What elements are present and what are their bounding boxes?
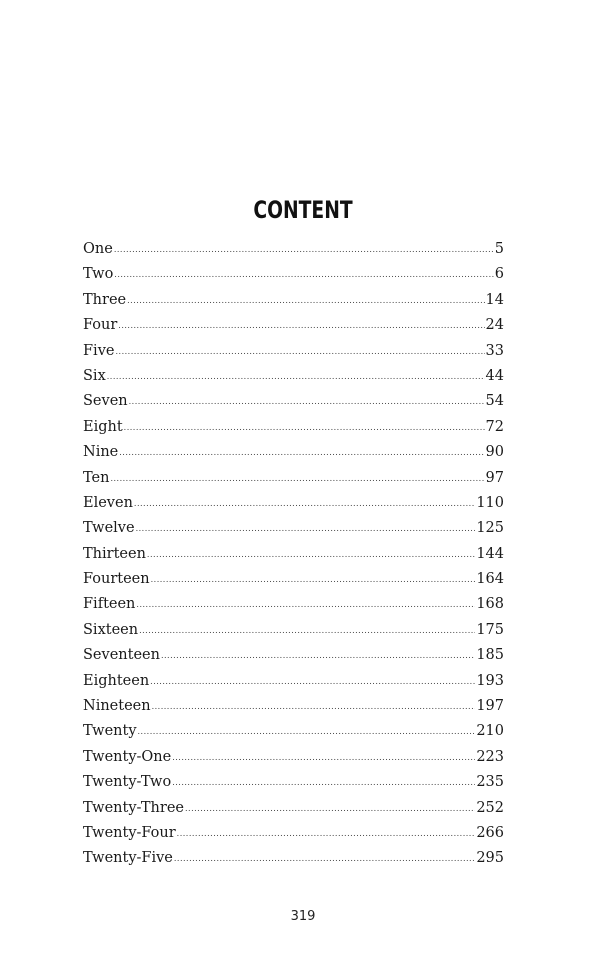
toc-entry-page: 97: [485, 469, 504, 486]
toc-entry-label: Six: [83, 367, 106, 384]
dot-leader: [147, 542, 475, 567]
toc-entry-page: 125: [476, 520, 504, 537]
toc-entry-label: Ten: [83, 469, 110, 486]
toc-entry-page: 144: [476, 545, 504, 562]
toc-entry[interactable]: [83, 719, 504, 744]
toc-entry-page: 110: [476, 494, 504, 511]
toc-entry-label: Eighteen: [83, 672, 150, 689]
page-number: 319: [290, 909, 316, 924]
toc-entry-page: 193: [476, 672, 504, 689]
toc-entry-label: Sixteen: [83, 621, 139, 638]
toc-entry-label: Twenty-Two: [83, 774, 172, 791]
dot-leader: [124, 415, 485, 440]
page-title: CONTENT: [253, 196, 353, 224]
toc-entry[interactable]: [83, 542, 504, 567]
toc-entry-page: 14: [485, 291, 504, 308]
toc-entry[interactable]: [83, 516, 504, 541]
toc-entry-page: 90: [485, 444, 504, 461]
dot-leader: [118, 313, 484, 338]
toc-entry[interactable]: [83, 694, 504, 719]
toc-entry-label: Four: [83, 317, 118, 334]
toc-entry-page: 185: [476, 647, 504, 664]
toc-entry[interactable]: [83, 770, 504, 795]
dot-leader: [136, 516, 476, 541]
dot-leader: [110, 466, 484, 491]
toc-entry-label: Eleven: [83, 494, 133, 511]
toc-entry[interactable]: [83, 567, 504, 592]
toc-entry-label: Eight: [83, 418, 123, 435]
dot-leader: [185, 796, 475, 821]
dot-leader: [172, 770, 475, 795]
toc-entry-label: Fourteen: [83, 571, 150, 588]
toc-entry[interactable]: [83, 643, 504, 668]
dot-leader: [152, 694, 476, 719]
toc-entry[interactable]: [83, 491, 504, 516]
toc-entry[interactable]: [83, 262, 504, 287]
dot-leader: [129, 389, 485, 414]
toc-entry-page: 5: [494, 241, 504, 257]
dot-leader: [114, 262, 493, 287]
toc-entry[interactable]: [83, 745, 504, 770]
toc-entry-label: Seventeen: [83, 647, 160, 664]
table-of-contents: [83, 237, 504, 872]
dot-leader: [138, 719, 476, 744]
toc-entry[interactable]: [83, 339, 504, 364]
toc-entry-label: Thirteen: [83, 545, 146, 562]
toc-entry-page: 33: [485, 342, 504, 359]
dot-leader: [136, 592, 475, 617]
toc-entry-page: 223: [476, 748, 504, 765]
toc-entry-page: 175: [476, 621, 504, 638]
dot-leader: [134, 491, 475, 516]
toc-entry-page: 54: [485, 393, 504, 410]
toc-entry[interactable]: [83, 364, 504, 389]
toc-entry[interactable]: [83, 796, 504, 821]
dot-leader: [177, 821, 476, 846]
toc-entry[interactable]: [83, 288, 504, 313]
toc-entry[interactable]: [83, 821, 504, 846]
dot-leader: [115, 339, 484, 364]
toc-entry[interactable]: [83, 846, 504, 871]
toc-entry-page: 164: [476, 571, 504, 588]
dot-leader: [172, 745, 475, 770]
dot-leader: [127, 288, 484, 313]
toc-entry-page: 44: [485, 367, 504, 384]
toc-entry-label: Twenty: [83, 723, 137, 740]
toc-entry-label: Twenty-One: [83, 748, 172, 765]
dot-leader: [151, 567, 476, 592]
toc-entry-page: 210: [476, 723, 504, 740]
toc-entry[interactable]: [83, 592, 504, 617]
toc-entry-label: Seven: [83, 393, 128, 410]
toc-entry-page: 235: [476, 774, 504, 791]
toc-entry-page: 72: [485, 418, 504, 435]
toc-entry-label: Twenty-Three: [83, 799, 184, 816]
dot-leader: [150, 669, 475, 694]
toc-entry[interactable]: [83, 466, 504, 491]
toc-entry-label: Nine: [83, 444, 119, 461]
toc-entry[interactable]: [83, 313, 504, 338]
toc-entry[interactable]: [83, 415, 504, 440]
toc-entry-label: Five: [83, 342, 115, 359]
toc-entry[interactable]: [83, 440, 504, 465]
toc-entry-label: Twenty-Four: [83, 824, 176, 841]
toc-entry-page: 168: [476, 596, 504, 613]
dot-leader: [119, 440, 484, 465]
toc-entry[interactable]: [83, 618, 504, 643]
dot-leader: [114, 237, 494, 262]
dot-leader: [107, 364, 485, 389]
toc-entry-page: 197: [476, 698, 504, 715]
toc-entry-label: Nineteen: [83, 698, 151, 715]
dot-leader: [161, 643, 475, 668]
toc-entry-page: 266: [476, 824, 504, 841]
toc-entry[interactable]: [83, 389, 504, 414]
toc-entry[interactable]: [83, 669, 504, 694]
toc-entry-label: Twelve: [83, 520, 135, 537]
toc-entry-page: 252: [476, 799, 504, 816]
toc-entry-page: 24: [485, 317, 504, 334]
dot-leader: [174, 846, 475, 871]
toc-entry-label: Twenty-Five: [83, 850, 173, 867]
toc-entry-label: Fifteen: [83, 596, 136, 613]
toc-entry-page: 6: [494, 266, 504, 283]
toc-entry-label: One: [83, 241, 113, 257]
toc-entry[interactable]: [83, 237, 504, 262]
toc-entry-label: Two: [83, 266, 114, 283]
toc-entry-page: 295: [476, 850, 504, 867]
dot-leader: [139, 618, 475, 643]
toc-entry-label: Three: [83, 291, 127, 308]
